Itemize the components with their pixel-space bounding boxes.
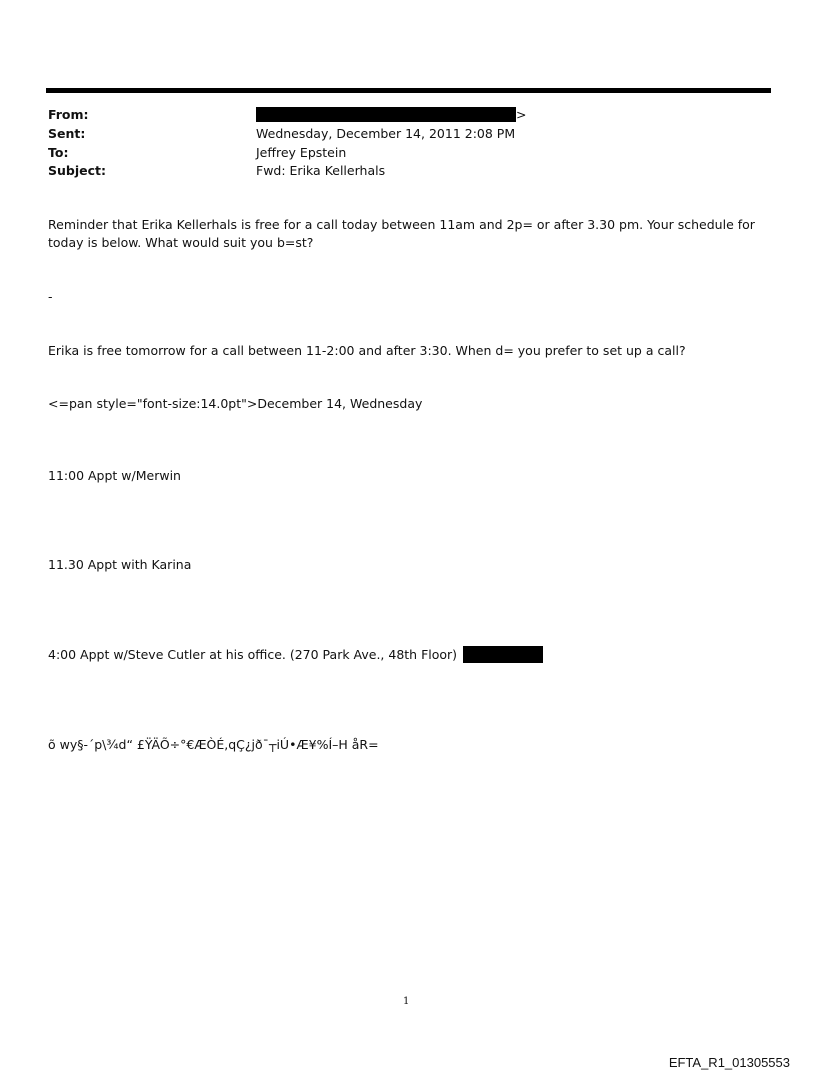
redaction-bar xyxy=(463,646,543,663)
sent-value: Wednesday, December 14, 2011 2:08 PM xyxy=(256,126,516,141)
appointment-item-row xyxy=(48,646,543,664)
sent-label: Sent: xyxy=(48,126,86,141)
reminder-paragraph: Reminder that Erika Kellerhals is free for a call today between 11am and 2p= or after 3.30 pm. Your schedule for today is below. What would suit you b=st? xyxy=(48,217,755,250)
garbled-text: õ wy§-´p\¾d“ £ŸÄÕ÷°€ÆÒÉ,qÇ¿jð¯┬iÚ•Æ¥%Í–H åR= xyxy=(48,737,379,752)
appointment-item: 11:00 Appt w/Merwin xyxy=(48,468,181,483)
redaction-bar xyxy=(256,107,516,122)
separator-dash: - xyxy=(48,289,53,304)
email-header xyxy=(48,106,768,182)
sent-row xyxy=(48,125,768,143)
to-row xyxy=(48,144,768,162)
to-value: Jeffrey Epstein xyxy=(256,145,347,160)
from-suffix: > xyxy=(516,107,527,122)
page-number: 1 xyxy=(403,996,410,1007)
availability-paragraph: Erika is free tomorrow for a call between 11-2:00 and after 3:30. When d= you prefer to set up a call? xyxy=(48,343,686,358)
subject-value: Fwd: Erika Kellerhals xyxy=(256,163,386,178)
schedule-date-line: <=pan style="font-size:14.0pt">December 14, Wednesday xyxy=(48,396,423,411)
to-label: To: xyxy=(48,145,69,160)
subject-label: Subject: xyxy=(48,163,106,178)
appointment-item: 11.30 Appt with Karina xyxy=(48,557,192,572)
bates-number: EFTA_R1_01305553 xyxy=(668,1055,790,1070)
appointment-item: 4:00 Appt w/Steve Cutler at his office. (270 Park Ave., 48th Floor) xyxy=(48,647,458,662)
from-value xyxy=(256,106,526,124)
header-rule xyxy=(46,88,771,93)
subject-row xyxy=(48,162,768,180)
from-row xyxy=(48,106,768,124)
from-label: From: xyxy=(48,107,89,122)
